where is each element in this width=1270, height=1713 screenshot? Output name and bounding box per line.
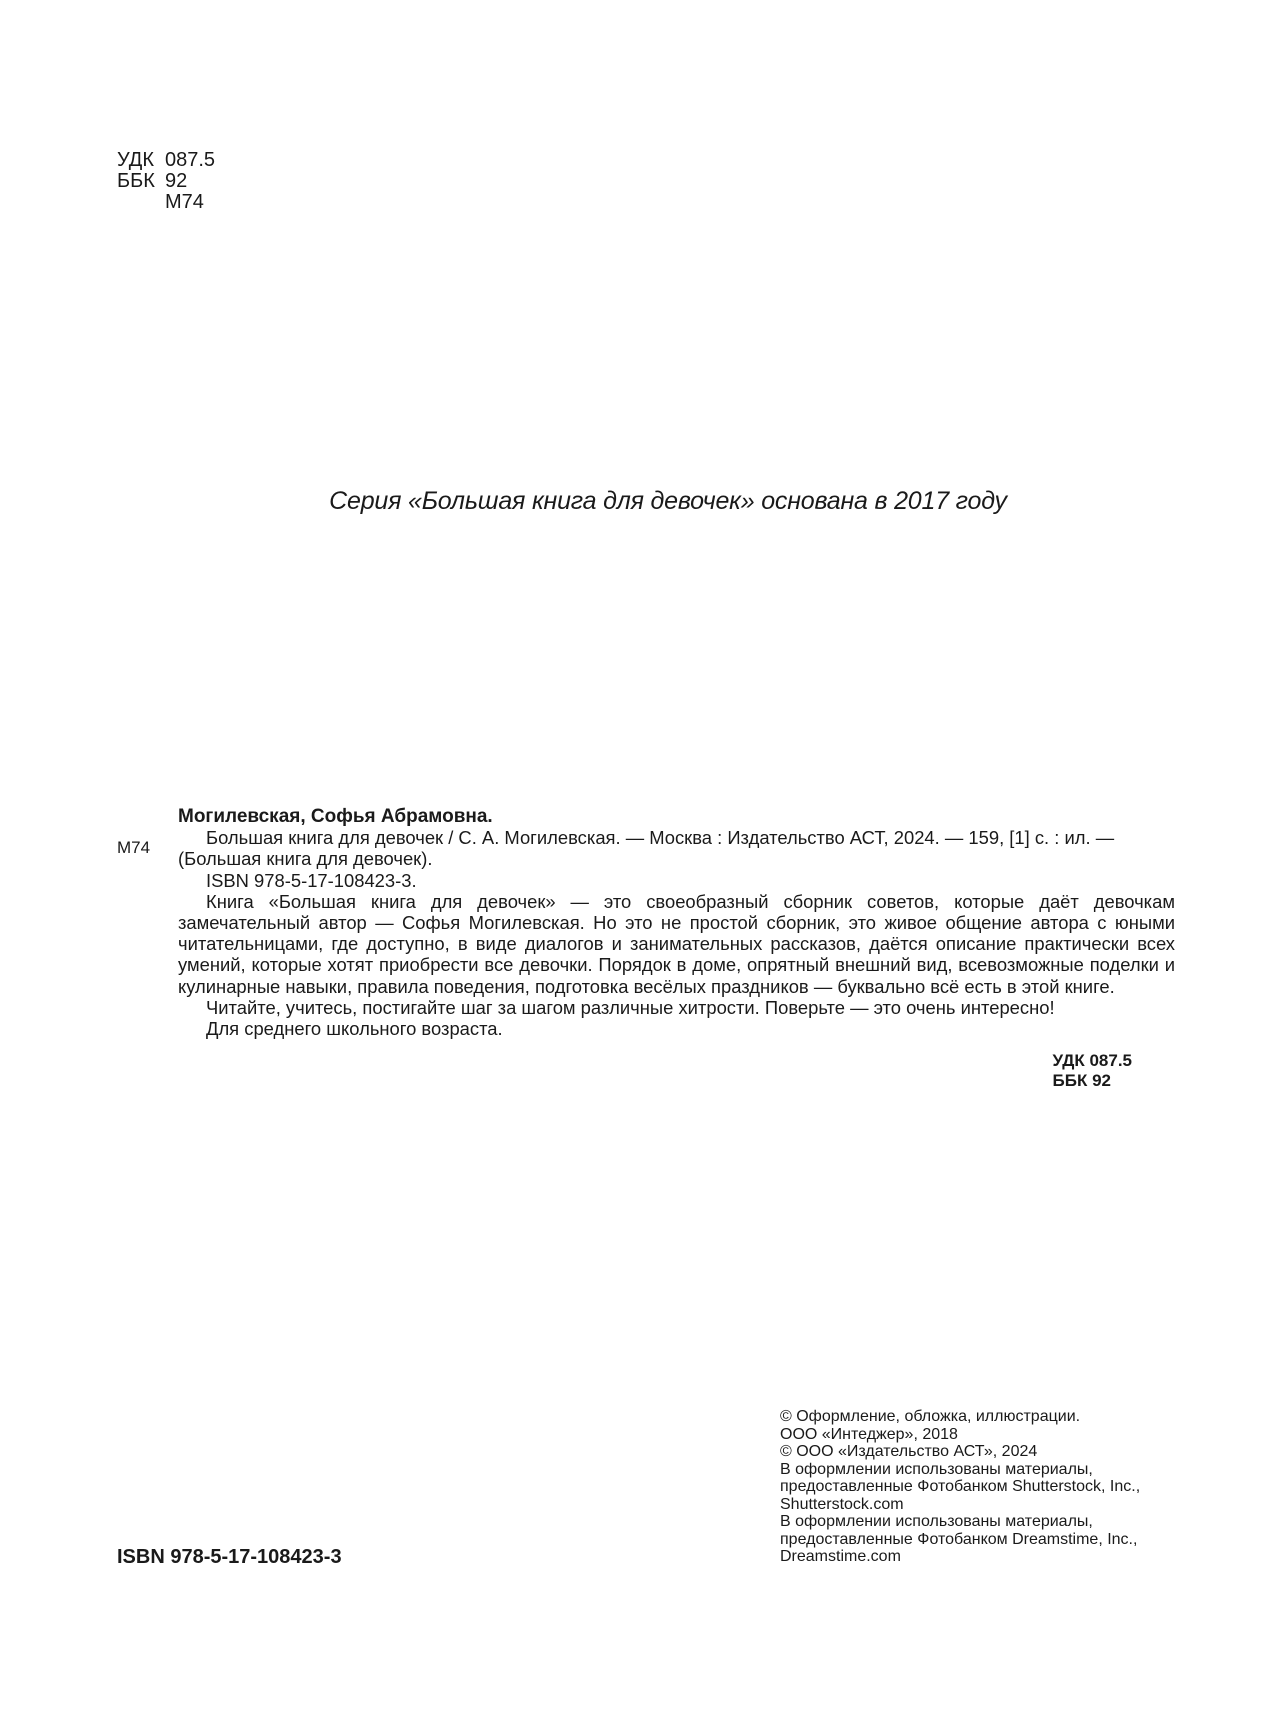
copyright-line: ООО «Интеджер», 2018 [780, 1425, 958, 1443]
card-author: Могилевская, Софья Абрамовна. [178, 806, 493, 827]
card-annotation: Книга «Большая книга для девочек» — это своеобразный сборник советов, которые даёт девочкам замечательный автор — Софья Могилевская. Но это не простой сборник, это живое общение автора с юными читательницами, где доступно, в виде диалогов и занимательных рассказов, даётся описание практически всех умений, которые хотят приобрести все девочки. Порядок в доме, опрятный внешний вид, всевозможные поделки и кулинарные навыки, правила поведения, подготовка весёлых праздников — буквально всё есть в этой книге. [178, 890, 1175, 997]
card-author-mark: М74 [117, 838, 151, 857]
copyright-line: © Оформление, обложка, иллюстрации. [780, 1408, 1081, 1425]
catalog-card [178, 806, 1175, 1091]
card-bbk: ББК 92 [1052, 1071, 1111, 1091]
card-indices [178, 1051, 1175, 1091]
bbk-value: 92 [165, 170, 188, 192]
copyright-line: Dreamstime.com [780, 1548, 901, 1565]
copyright-line: Shutterstock.com [780, 1495, 904, 1513]
copyright-line: В оформлении использованы материалы, [780, 1513, 1093, 1530]
isbn-bottom: ISBN 978-5-17-108423-3 [117, 1546, 342, 1568]
card-udk: УДК 087.5 [1052, 1051, 1132, 1071]
bbk-label: ББК [117, 170, 155, 192]
author-mark: М74 [165, 191, 204, 213]
copyright-line: предоставленные Фотобанком Shutterstock, Inc., [780, 1478, 1141, 1495]
copyright-line: В оформлении использованы материалы, [780, 1460, 1093, 1478]
card-isbn: ISBN 978-5-17-108423-3. [206, 869, 417, 891]
udk-label: УДК [117, 149, 155, 171]
classification-block [117, 150, 215, 213]
series-note: Серия «Большая книга для девочек» основана в 2017 году [329, 487, 1007, 515]
bbk-row [117, 171, 215, 192]
copyright-line: © ООО «Издательство АСТ», 2024 [780, 1443, 1038, 1460]
udk-row [117, 150, 215, 171]
card-bibliographic: Большая книга для девочек / С. А. Могилевская. — Москва : Издательство АСТ, 2024. — 159, [1] с. : ил. — (Большая книга для девочек). [178, 827, 1115, 870]
copyright-block [780, 1408, 1140, 1566]
card-appeal: Читайте, учитесь, постигайте шаг за шагом различные хитрости. Поверьте — это очень интересно! [206, 996, 1055, 1018]
card-audience: Для среднего школьного возраста. [206, 1018, 503, 1040]
copyright-line: предоставленные Фотобанком Dreamstime, Inc., [780, 1530, 1138, 1548]
udk-value: 087.5 [165, 149, 216, 171]
